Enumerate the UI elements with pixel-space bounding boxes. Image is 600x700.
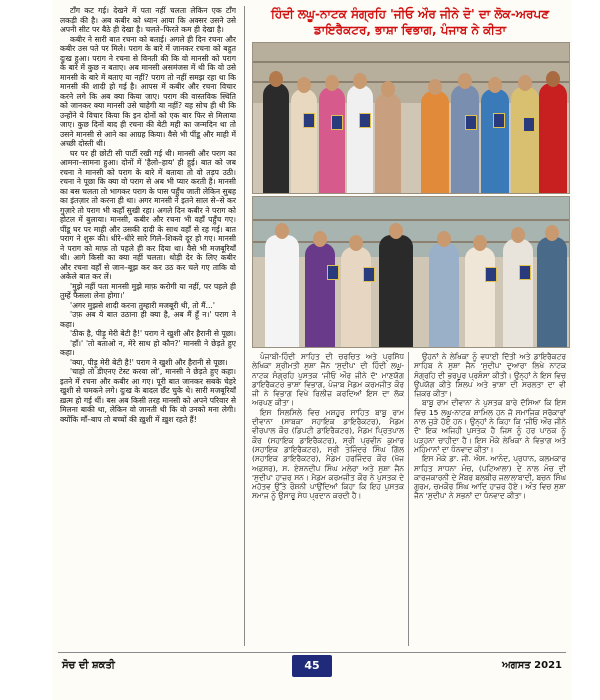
article-paragraph: ਉਹਨਾਂ ਨੇ ਲੇਖਿਕਾ ਨੂੰ ਵਧਾਈ ਦਿੱਤੀ ਅਤੇ ਡਾਇਰੈਕਟਰ ਸਾਹਿਬ ਨੇ ਸੁਸ਼ਾ ਜੈਨ 'ਸੁਦੀਪ' ਦੁਆਰਾ ਲਿਖੇ ਨਾਟਕ ਸੰਗ੍ਰਹਿ ਦੀ ਭਰਪੂਰ ਪ੍ਰਸ਼ੰਸਾ ਕੀਤੀ। ਉਨ੍ਹਾਂ ਨੇ ਇਸ ਵਿਚ ਉਪਯੋਗ ਕੀਤੇ ਸ਼ਿਲਪ ਅਤੇ ਭਾਸ਼ਾ ਦੀ ਸਰਲਤਾ ਦਾ ਵੀ ਜ਼ਿਕਰ ਕੀਤਾ। xyxy=(414,352,566,399)
article-paragraph: ਪੰਜਾਬੀ-ਹਿੰਦੀ ਸਾਹਿਤ ਦੀ ਚਰਚਿਤ ਅਤੇ ਪ੍ਰਸਿੱਧ ਲੇਖਿਕਾ ਸ਼੍ਰੀਮਤੀ ਸੁਸ਼ਾ ਜੈਨ 'ਸੁਦੀਪ' ਦੀ ਹਿੰਦੀ ਲਘੂ-ਨਾਟਕ ਸੰਗ੍ਰਹਿ ਪੁਸਤਕ 'ਜੀਓ ਔਰ ਜੀਨੇ ਦੋ' ਮਾਣਯੋਗ ਡਾਇਰੈਕਟਰ ਭਾਸ਼ਾ ਵਿਭਾਗ, ਪੰਜਾਬ ਮੈਡਮ ਕਰਮਜੀਤ ਕੌਰ ਜੀ ਨੇ ਵਿਭਾਗ ਵਿਖੇ ਰਿਲੀਜ਼ ਕਰਦਿਆਂ ਇਸ ਦਾ ਲੋਕ ਅਰਪਣ ਕੀਤਾ। xyxy=(252,352,404,408)
story-paragraph: टाँग कट गई। देखने में पता नहीं चलता लेकिन एक टाँग लकड़ी की है। अब कबीर को ध्यान आया कि अक्सर उसने उसे अपनी सीट पर बैठे ही देखा है। चलते–फिरते कम ही देखा है। xyxy=(60,6,236,34)
story-paragraph: 'ठीक है, पीड़ू मेरी बेटी है!' पराग ने खुशी और हैरानी से पूछा। xyxy=(70,329,236,338)
headline-line-2: ਡਾਇਰੈਕਟਰ, ਭਾਸ਼ਾ ਵਿਭਾਗ, ਪੰਜਾਬ ਨੇ ਕੀਤਾ xyxy=(313,23,507,37)
story-paragraph: घर पर ही छोटी सी पार्टी रखी गई थी। मानसी और पराग का आमना–सामना हुआ। दोनों में 'हैलो–हाय' ही हुई। बात को जब रचना ने मानसी को पराग के बारे में बताया तो वो तड़प उठी। रचना ने पूछा कि क्या वो पराग से अब भी प्यार करती है। मानसी का बस चलता तो भागकर पराग के पास पहुँच जाती लेकिन सुबह का इंतज़ार तो करना ही था। अगर मानसी ने इतने साल से–से कर गुज़ारे तो पराग भी कहाँ सुखी रहा। अगले दिन कबीर ने पराग को होटल में बुलाया। मानसी, कबीर और रचना भी वहाँ पहुँच गए। पींडू घर पर माही और उसकी दादी के साथ वहाँ से रह गई। बात पराग ने शुरू की। धीरे–धीरे सारे गिले–शिकवे दूर हो गए। मानसी ने पराग को माफ़ तो पहले ही कर दिया था। वैसे भी मजबूरियाँ थी। आगे किसी का क्या नहीं चलता। थोड़ी देर के लिए कबीर और रचना वहाँ से जान–बूझ कर कर उठ कर चले गए ताकि वो अकेले बात कर लें। xyxy=(60,148,236,281)
article-paragraph: ਇਸ ਮੌਕੇ ਡਾ. ਜੀ. ਐਸ. ਆਨੰਦ, ਪ੍ਰਧਾਨ, ਕਲਮਕਾਰ ਸਾਹਿਤ ਸਾਧਨਾ ਮੰਚ, (ਪਟਿਆਲਾ) ਦੇ ਨਾਲ ਮੰਚ ਦੀ ਕਾਰਜਕਾਰਨੀ ਦੇ ਮੈਂਬਰ ਬਲਬੀਰ ਜਲਾਲਾਬਾਦੀ, ਬਚਨ ਸਿੰਘ ਗੁਰਮ, ਚਮਕੌਰ ਸਿੰਘ ਆਦਿ ਹਾਜ਼ਰ ਹੋਏ। ਅੰਤ ਵਿਚ ਸੁਸ਼ਾ ਜੈਨ 'ਸੁਦੀਪ' ਨੇ ਸਭਨਾਂ ਦਾ ਧੰਨਵਾਦ ਕੀਤਾ। xyxy=(414,454,566,501)
story-paragraph: 'अगर मुझसे शादी करना तुम्हारी मजबूरी थी, तो मैं...' xyxy=(70,300,215,310)
story-paragraph: 'उफ़ अब ये बात उठाना ही क्या है, अब मैं हूँ न।' पराग ने कहा। xyxy=(60,310,236,329)
event-photo-2 xyxy=(252,196,570,348)
column-divider xyxy=(408,352,409,646)
article-column-1 xyxy=(252,352,404,646)
story-paragraph: 'हाँ।' 'तो बताओ न, मेरे साथ हो कौन?' मानसी ने छेड़ते हुए कहा। xyxy=(60,338,236,357)
story-paragraph: 'मुझे नहीं पता मानसी मुझे माफ़ करोगी या नहीं, पर पहले ही तुम्हें फैसला लेना होगा।' xyxy=(60,281,236,300)
page-footer xyxy=(52,652,572,684)
page-number: 45 xyxy=(292,655,332,677)
magazine-page xyxy=(52,0,572,700)
news-article xyxy=(252,6,568,646)
footer-rule xyxy=(58,652,566,653)
article-body xyxy=(252,352,568,646)
magazine-name: ਸੋਚ ਦੀ ਸ਼ਕਤੀ xyxy=(62,660,115,671)
story-paragraph: 'चाहो तो डीएनए टेस्ट करवा लो', मानसी ने छेड़ते हुए कहा। इतने में रचना और कबीर आ गए। पूरी बात जानकर सबके चेहरे खुशी से चमकने लगे। दुःख के बादल छँट चुके थे। सारी मजबूरियाँ ख़त्म हो गई थीं। बस अब किसी तरह मानसी को अपने परिवार से मिलना बाकी था, लेकिन वो जानती थी कि वो उनको मना लेगी। क्योंकि माँ–बाप तो बच्चों की ख़ुशी में ख़ुश रहते हैं! xyxy=(60,367,236,424)
article-paragraph: ਇਸ ਸਿਲਸਿਲੇ ਵਿਚ ਮਸ਼ਹੂਰ ਸਾਹਿਤ ਬਾਬੂ ਰਾਮ ਦੀਵਾਨਾ (ਸਾਬਕਾ ਸਹਾਇਕ ਡਾਇਰੈਕਟਰ), ਮੈਡਮ ਵੀਰਪਾਲ ਕੌਰ (ਡਿਪਟੀ ਡਾਇਰੈਕਟਰ), ਮੈਡਮ ਪ੍ਰਿਤਪਾਲ ਕੌਰ (ਸਹਾਇਕ ਡਾਇਰੈਕਟਰ), ਸ੍ਰੀ ਪ੍ਰਵੀਨ ਕੁਮਾਰ (ਸਹਾਇਕ ਡਾਇਰੈਕਟਰ), ਸ੍ਰੀ ਤਜਿੰਦਰ ਸਿੰਘ ਗਿੱਲ (ਸਹਾਇਕ ਡਾਇਰੈਕਟਰ), ਮੈਡਮ ਹਰਜਿੰਦਰ ਕੌਰ (ਖੋਜ ਅਫ਼ਸਰ), ਸ. ਏਸ਼ਨਦੀਪ ਸਿੰਘ ਮਲੇਰਾ ਅਤੇ ਸੁਸ਼ਾ ਜੈਨ 'ਸੁਦੀਪ' ਹਾਜ਼ਰ ਸਨ। ਮੈਡਮ ਕਰਮਜੀਤ ਕੌਰ ਨੇ ਪੁਸਤਕ ਦੇ ਮਹੱਤਵ ਉੱਤੇ ਰੌਸ਼ਨੀ ਪਾਉਂਦਿਆਂ ਕਿਹਾ ਕਿ ਇਹ ਪੁਸਤਕ ਸਮਾਜ ਨੂੰ ਉਸਾਰੂ ਸੇਧ ਪ੍ਰਦਾਨ ਕਰਦੀ ਹੈ। xyxy=(252,407,404,501)
article-paragraph: ਬਾਬੂ ਰਾਮ ਦੀਵਾਨਾ ਨੇ ਪੁਸਤਕ ਬਾਰੇ ਦੱਸਿਆ ਕਿ ਇਸ ਵਿਚ 15 ਲਘੂ-ਨਾਟਕ ਸ਼ਾਮਿਲ ਹਨ ਜੋ ਸਮਾਜਿਕ ਸਰੋਕਾਰਾਂ ਨਾਲ ਜੁੜੇ ਹੋਏ ਹਨ। ਉਨ੍ਹਾਂ ਨੇ ਕਿਹਾ ਕਿ 'ਜੀਓ ਔਰ ਜੀਨੇ ਦੋ' ਇਕ ਅਜਿਹੀ ਪੁਸਤਕ ਹੈ ਜਿਸ ਨੂੰ ਹਰ ਪਾਠਕ ਨੂੰ ਪੜ੍ਹਨਾ ਚਾਹੀਦਾ ਹੈ। ਇਸ ਮੌਕੇ ਲੇਖਿਕਾ ਨੇ ਵਿਭਾਗ ਅਤੇ ਮਹਿਮਾਨਾਂ ਦਾ ਧੰਨਵਾਦ ਕੀਤਾ। xyxy=(414,398,566,454)
column-divider xyxy=(244,6,245,646)
headline-line-1: ਹਿੰਦੀ ਲਘੂ-ਨਾਟਕ ਸੰਗ੍ਰਹਿ 'ਜੀਓ ਔਰ ਜੀਨੇ ਦੋ' ਦਾ ਲੋਕ-ਅਰਪਣ xyxy=(270,7,550,21)
article-headline xyxy=(252,6,568,38)
article-column-2 xyxy=(414,352,566,646)
story-paragraph: 'क्या, पीड़ू मेरी बेटी है!' पराग ने खुशी और हैरानी से पूछा। xyxy=(70,357,228,367)
story-column xyxy=(60,6,236,646)
issue-date: ਅਗਸਤ 2021 xyxy=(502,660,562,671)
event-photo-1 xyxy=(252,42,570,194)
story-paragraph: कबीर ने सारी बात रचना को बताई। अगले ही दिन रचना और कबीर उस पते पर मिले। पराग के बारे में जानकर रचना को बहुत दुःख हुआ। पराग ने रचना से विनती की कि वो मानसी को पराग के बारे में कुछ न बताए। अब मानसी असमंजस में थी कि वो उसे मानसी के बारे में बताए या नहीं? पराग तो नहीं समझ रहा था कि मानसी की शादी हो गई है। आपस में कबीर और रचना विचार करने लगे कि अब क्या किया जाए। पराग की वास्तविक स्थिति को जानकर क्या मानसी उसे चाहेगी या नहीं? यह सोच ही थी कि उन्होंने ये विचार किया कि इन दोनों को एक बार फिर से मिलाया जाए। कुछ दिनों बाद ही रचना की बेटी मही का जन्मदिन था तो उसने मानसी से आने का आग्रह किया। वैसे भी पींडू और माही में अच्छी दोस्ती थी। xyxy=(60,34,236,148)
